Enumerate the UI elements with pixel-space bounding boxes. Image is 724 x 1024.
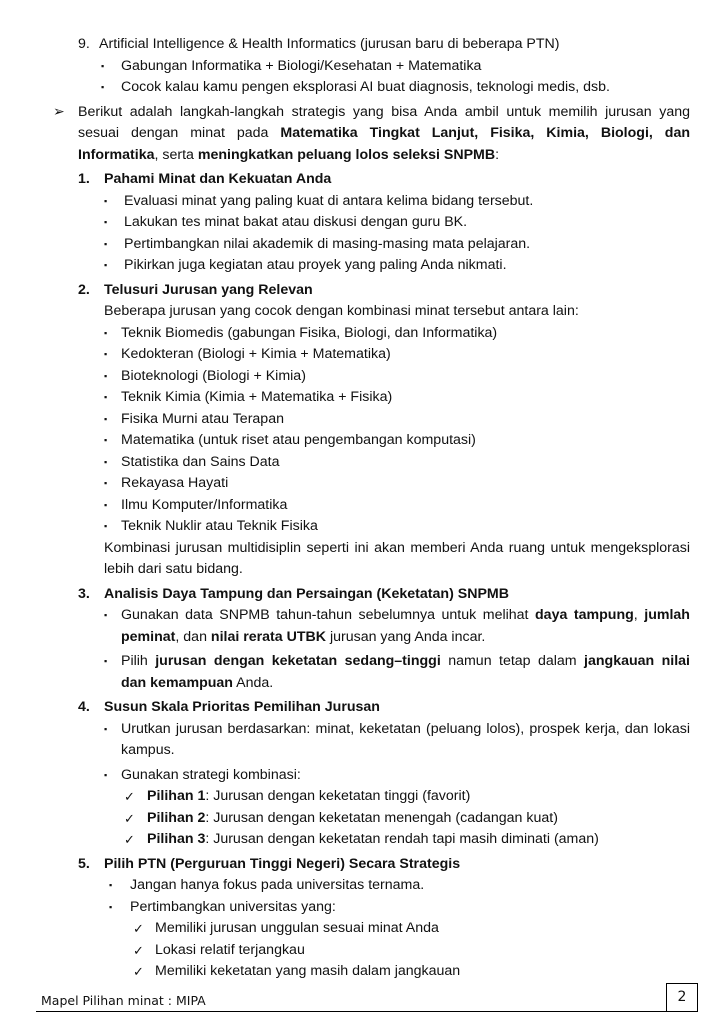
bullet-item: ▪ Gabungan Informatika + Biologi/Kesehatan + Matematika bbox=[0, 56, 724, 78]
square-bullet-icon: ▪ bbox=[104, 478, 108, 488]
square-bullet-icon: ▪ bbox=[104, 610, 108, 620]
step-2-closing: Kombinasi jurusan multidisiplin seperti ini akan memberi Anda ruang untuk mengeksplorasi lebih dari satu bidang. bbox=[104, 539, 690, 577]
square-bullet-icon: ▪ bbox=[104, 499, 108, 510]
check-item: ✓ Lokasi relatif terjangkau bbox=[0, 940, 724, 962]
square-bullet-icon: ▪ bbox=[104, 238, 108, 249]
check-icon: ✓ bbox=[133, 921, 144, 936]
square-bullet-icon: ▪ bbox=[104, 521, 108, 531]
bullet-item: ▪ Pikirkan juga kegiatan atau proyek yang paling Anda nikmati. bbox=[0, 255, 724, 277]
square-bullet-icon: ▪ bbox=[104, 327, 108, 338]
bullet-item: ▪ Lakukan tes minat bakat atau diskusi dengan guru BK. bbox=[0, 212, 724, 234]
check-item: ✓ Pilihan 2: Jurusan dengan keketatan menengah (cadangan kuat) bbox=[0, 808, 724, 830]
bullet-item: ▪ Rekayasa Hayati bbox=[0, 473, 724, 495]
bullet-item: ▪ Bioteknologi (Biologi + Kimia) bbox=[0, 366, 724, 388]
check-item: ✓ Pilihan 3: Jurusan dengan keketatan rendah tapi masih diminati (aman) bbox=[0, 829, 724, 851]
check-icon: ✓ bbox=[133, 964, 144, 979]
bullet-item: ▪ Statistika dan Sains Data bbox=[0, 452, 724, 474]
square-bullet-icon: ▪ bbox=[104, 195, 108, 206]
square-bullet-icon: ▪ bbox=[104, 723, 108, 734]
check-icon: ✓ bbox=[124, 832, 135, 847]
step-4-heading: 4. Susun Skala Prioritas Pemilihan Jurusan bbox=[78, 699, 380, 715]
check-icon: ✓ bbox=[124, 810, 135, 826]
square-bullet-icon: ▪ bbox=[104, 392, 108, 402]
bullet-item: ▪ Ilmu Komputer/Informatika bbox=[0, 495, 724, 517]
bullet-item: ▪ Evaluasi minat yang paling kuat di antara kelima bidang tersebut. bbox=[0, 191, 724, 213]
square-bullet-icon: ▪ bbox=[104, 217, 108, 227]
step-5-heading: 5. Pilih PTN (Perguruan Tinggi Negeri) Secara Strategis bbox=[78, 855, 461, 872]
numbered-item-9 bbox=[0, 34, 724, 56]
square-bullet-icon: ▪ bbox=[104, 656, 108, 666]
square-bullet-icon: ▪ bbox=[104, 370, 108, 381]
bullet-item: ▪ Pertimbangkan universitas yang: bbox=[0, 897, 724, 919]
check-item: ✓ Pilihan 1: Jurusan dengan keketatan tinggi (favorit) bbox=[0, 786, 724, 808]
square-bullet-icon: ▪ bbox=[104, 260, 108, 270]
bullet-item: ▪ Fisika Murni atau Terapan bbox=[0, 409, 724, 431]
footer-label: Mapel Pilihan minat : MIPA bbox=[41, 993, 206, 1008]
square-bullet-icon: ▪ bbox=[104, 349, 108, 359]
bullet-item: ▪ Jangan hanya fokus pada universitas ternama. bbox=[0, 875, 724, 897]
bullet-item: ▪ Urutkan jurusan berdasarkan: minat, keketatan (peluang lolos), prospek kerja, dan lokasi kampus. bbox=[104, 720, 690, 758]
square-bullet-icon: ▪ bbox=[104, 456, 108, 467]
bullet-item: ▪ Pilih jurusan dengan keketatan sedang–tinggi namun tetap dalam jangkauan nilai dan kemampuan Anda. bbox=[104, 653, 690, 691]
check-item: ✓ Memiliki keketatan yang masih dalam jangkauan bbox=[0, 961, 724, 983]
bullet-item: ▪ Matematika (untuk riset atau pengembangan komputasi) bbox=[0, 430, 724, 452]
intro-paragraph: ➢ Berikut adalah langkah-langkah strategis yang bisa Anda ambil untuk memilih jurusan yang sesuai dengan minat pada Matematika Tingkat Lanjut, Fisika, Kimia, Biologi, dan Informatika, serta meningkatkan peluang lolos seleksi SNPMB: bbox=[53, 103, 690, 163]
square-bullet-icon: ▪ bbox=[104, 413, 108, 424]
check-icon: ✓ bbox=[124, 789, 135, 804]
bullet-item: ▪ Pertimbangkan nilai akademik di masing-masing mata pelajaran. bbox=[0, 234, 724, 256]
check-item: ✓ Memiliki jurusan unggulan sesuai minat Anda bbox=[0, 918, 724, 940]
bullet-item: ▪ Kedokteran (Biologi + Kimia + Matematika) bbox=[0, 344, 724, 366]
bullet-item: ▪ Teknik Biomedis (gabungan Fisika, Biologi, dan Informatika) bbox=[0, 323, 724, 345]
bullet-item: ▪ Gunakan strategi kombinasi: bbox=[0, 765, 724, 787]
item-number: 9. bbox=[78, 36, 90, 52]
bullet-item: ▪ Teknik Nuklir atau Teknik Fisika bbox=[0, 516, 724, 538]
step-2-lead: Beberapa jurusan yang cocok dengan kombinasi minat tersebut antara lain: bbox=[104, 303, 579, 319]
bullet-item: ▪ Gunakan data SNPMB tahun-tahun sebelumnya untuk melihat daya tampung, jumlah peminat, dan nilai rerata UTBK jurusan yang Anda incar. bbox=[104, 607, 690, 645]
step-1-heading: 1. Pahami Minat dan Kekuatan Anda bbox=[78, 171, 332, 187]
square-bullet-icon: ▪ bbox=[104, 435, 108, 445]
document-body bbox=[0, 34, 724, 983]
square-bullet-icon: ▪ bbox=[109, 901, 113, 912]
square-bullet-icon: ▪ bbox=[101, 82, 105, 92]
footer-divider bbox=[36, 1011, 691, 1012]
step-3-heading: 3. Analisis Daya Tampung dan Persaingan (Keketatan) SNPMB bbox=[78, 585, 509, 602]
page-number: 2 bbox=[666, 983, 698, 1012]
bullet-item: ▪ Teknik Kimia (Kimia + Matematika + Fisika) bbox=[0, 387, 724, 409]
check-icon: ✓ bbox=[133, 942, 144, 958]
step-2-heading: 2. Telusuri Jurusan yang Relevan bbox=[78, 281, 313, 298]
item-title: Artificial Intelligence & Health Informatics (jurusan baru di beberapa PTN) bbox=[99, 36, 560, 52]
square-bullet-icon: ▪ bbox=[101, 60, 105, 71]
arrow-bullet-icon: ➢ bbox=[53, 103, 65, 120]
square-bullet-icon: ▪ bbox=[109, 880, 113, 890]
square-bullet-icon: ▪ bbox=[104, 769, 108, 780]
bullet-item: ▪ Cocok kalau kamu pengen eksplorasi AI buat diagnosis, teknologi medis, dsb. bbox=[0, 77, 724, 99]
